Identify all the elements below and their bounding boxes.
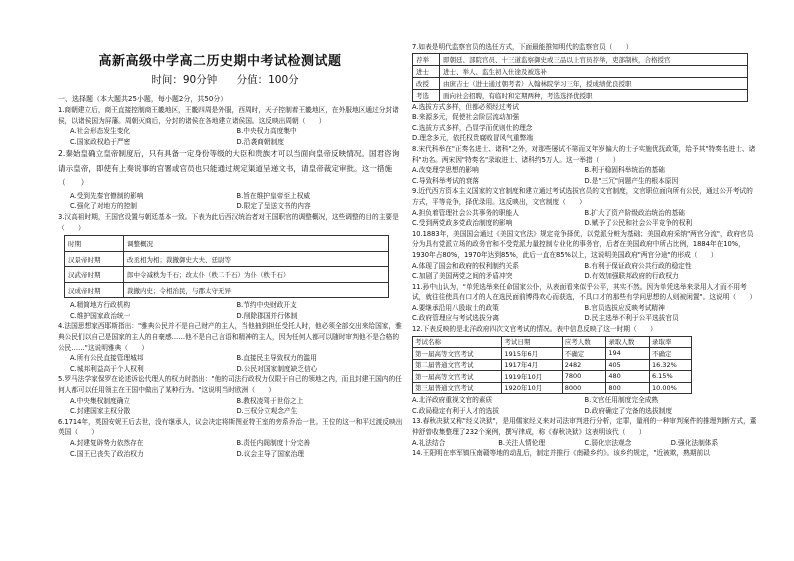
table-cell: 16.32%	[649, 359, 691, 371]
table-row	[413, 89, 748, 101]
table-cell: 1919年10月	[502, 371, 562, 383]
option: D.强化法制体系	[670, 438, 719, 447]
option: C.城邦利益高于个人权利	[70, 364, 144, 373]
option: C.国家政权趋于严密	[70, 137, 131, 146]
table-row	[65, 282, 389, 298]
option: C.政局稳定有利于人才的选拔	[412, 406, 500, 415]
table-cell: 应考人数	[562, 336, 606, 348]
table-cell: 第三届普通文官考试	[413, 382, 502, 394]
table-cell: 时期	[65, 236, 124, 252]
option: C.选拔方式多样，凸显学而优则仕的理念	[412, 123, 533, 132]
question-13: 13.春秋决狱又称"经义决狱"，是用儒家经义来对司法审判进行分析，定罪，量刑的一种审判案件的推理判断方式，董仲舒曾收集整理了232个案例，撰写律成，称《春秋决狱》这表明该代（ ）	[412, 417, 757, 436]
table-cell: 2482	[562, 359, 606, 371]
option: B.文官任用制度完全成熟	[584, 396, 659, 405]
table-cell: 194	[606, 348, 650, 360]
option: B.节约中央财政开支	[236, 301, 297, 310]
table-row	[413, 53, 748, 65]
option: A.选拔方式多样，但都必须经过考试	[412, 102, 519, 111]
option: B.扩大了资产阶级政治统治的基础	[584, 208, 685, 217]
option: D.理念多元，依托权贵腐败冒风气重弊端	[412, 134, 533, 143]
option: D.赋予了公民和社会公平竞争的权利	[584, 219, 693, 228]
table-cell: 10.00%	[649, 382, 691, 394]
table-cell: 改丞相为相；裁撤御史大夫、廷尉等	[124, 251, 389, 267]
option: A.受到先秦官僚制的影响	[70, 191, 144, 200]
table-cell: 汉景帝时期	[65, 251, 124, 267]
exam-meta	[75, 72, 375, 87]
question-10-options	[412, 261, 757, 282]
option: B.利于稳固科举统治的基础	[584, 166, 665, 175]
question-12-options	[412, 395, 757, 416]
table-cell: 第二届普通文官考试	[413, 359, 502, 371]
option: C.封建国家主权分散	[70, 407, 131, 416]
table-row	[65, 267, 389, 283]
table-cell: 7800	[562, 371, 606, 383]
question-5: 5.罗马法学家保罗在论述诉讼代理人的权力时指出："他的司法行政权力仅限于自己的领地之内，而且封建王国内的任何人都可以任用领主在王国中做出了某种行为。"这说明当时欧洲（ ）	[58, 375, 402, 394]
question-10: 10.1883年，美国国会通过《美国文官法》规定竞争择优，以党派分赃为基础；美国政府采纳"两官分流"，政府官员分为具有党派立场的政务官和不受党派力量控制专业化的事务官，后者在美国政府中所占比例，1884年在10%，1930年占80%，1970年达到85%，此后一直在85%以上，这说明美国政府"两官分途"的形成（ ）	[412, 229, 754, 259]
question-3: 3.汉高祖时期，王国官设置与朝廷基本一致。下表为此后西汉统治者对王国职官的调整概况，这些调整的目的主要是（ ）	[58, 213, 399, 232]
option: A.中央集权制度确立	[70, 396, 131, 405]
option: A.社会形态发生变化	[70, 127, 131, 136]
table-cell: 1917年4月	[502, 359, 562, 371]
right-column	[412, 42, 757, 459]
table-cell: 面向社会招聘，有临时和定期两种，考选选择优授职	[440, 89, 748, 101]
table-cell: 800	[606, 382, 650, 394]
option: D.公民对国家制度缺乏信心	[236, 364, 318, 373]
table-cell: 480	[606, 371, 650, 383]
exam-score: 分值：100分	[236, 74, 299, 86]
table-row	[65, 251, 389, 267]
option: D.是"三冗"问题产生的根本原因	[584, 176, 679, 185]
question-8-options	[412, 165, 757, 186]
exam-time: 时间：90分钟	[151, 74, 218, 86]
question-1-options	[58, 126, 403, 147]
option: A.北洋政府重视文官的素质	[412, 396, 493, 405]
option: B.有利于保证政府公共行政的稳定性	[584, 261, 692, 270]
table-cell: 荐举	[413, 53, 440, 65]
option: A.封建复辟势力依然存在	[70, 438, 144, 447]
question-11-options	[412, 303, 757, 324]
table-cell: 进士	[413, 65, 440, 77]
table-cell: 录取率	[649, 336, 691, 348]
table-row	[413, 77, 748, 89]
question-14: 14.王阳明在率军镇压南赣等地的动乱后，制定并推行《南赣乡约》。该乡约规定，"近被欺，熟期前以	[412, 449, 710, 458]
table-row	[413, 336, 692, 348]
option: C.导致科举考试的衰落	[412, 176, 479, 185]
table-cell: 考试日期	[502, 336, 562, 348]
question-9-options	[412, 208, 757, 229]
table-cell: 即朝廷、部院官员、十三道监察御史或三品以上官员荐举，吏部制核，合格授官	[440, 53, 748, 65]
option: D.限定了呈送文书的内容	[236, 202, 311, 211]
option: B.直接民主导致权力的滥用	[236, 354, 317, 363]
table-cell: 考试名称	[413, 336, 502, 348]
option: C.国王已丧失了政治权力	[70, 449, 144, 458]
table-row	[413, 348, 692, 360]
table-cell: 调整概况	[124, 236, 389, 252]
option: B.关注人情伦理	[498, 438, 546, 447]
question-2: 2.秦始皇确立皇帝制度后，只有具备一定身份等级的大臣和贵族才可以当面向皇帝反映情况。国君咨询请示皇帝，即使有上奏说事的官署或官员也只能通过规定渠道呈递文书，请皇帝裁定审批。这一措施（ ）	[58, 149, 400, 188]
option: D.民主选举不利于公平选拔官员	[584, 314, 679, 323]
option: B.来源多元，促使社会阶层流动加强	[412, 113, 520, 122]
table-cell: 汉武帝时期	[65, 267, 124, 283]
table-cell: 裁撤内史；令相治民，与郡太守无异	[124, 282, 389, 298]
table-cell: 录取人数	[606, 336, 650, 348]
option: C.弱化宗法观念	[584, 438, 632, 447]
question-6: 6.1714年，英国安妮王后去世，没有继承人，议会决定将斯图亚特王室的旁系乔治一世。王位的这一和平过渡反映出英国（ ）	[58, 417, 403, 437]
table-cell: 汉成帝时期	[65, 282, 124, 298]
question-4: 4.法国思想家西耶斯指出："雅典公民并不是自己财产的主人，当他抽到担任受托人时，他必须全部交出来给国家，雅典公民们以自己是国家的主人的自豪感……他不是自己言语和精神的主人，因为任何人都可以随时审判他不是合格的公民……"这说明雅典（ ）	[58, 322, 402, 352]
table-cell: 不确定	[649, 348, 691, 360]
question-7-table	[412, 53, 748, 102]
option: A.所有公民直接管理城邦	[70, 354, 144, 363]
question-6-options	[58, 438, 403, 459]
option: D.政府确定了完备的选拔制度	[584, 406, 673, 415]
table-cell: 405	[606, 359, 650, 371]
section-heading: 一、选择题（本大题共25小题，每小题2分，共50分）	[58, 95, 228, 103]
option: B.教权凌驾于世俗之上	[236, 396, 304, 405]
option: A.礼法结合	[412, 438, 446, 447]
table-cell: 1915年6月	[502, 348, 562, 360]
option: D.议会主导了国家治理	[236, 449, 304, 458]
question-3-table	[64, 235, 389, 298]
table-cell: 第一届高等文官考试	[413, 371, 502, 383]
table-cell: 考选	[413, 89, 440, 101]
question-1: 1.商朝建立后，商王直接控制商王畿地区，王畿四周是外服，西周时，天子控制着王畿地区，在外服地区通过分封诸侯，以诸侯国为屏藩。周朝灭商后，分封的诸侯在各地建立诸侯国。这反映出周朝（ ）	[58, 106, 399, 125]
option: B.责任内阁制度十分完善	[236, 438, 311, 447]
option: A.改变理学思想的影响	[412, 166, 479, 175]
question-4-options	[58, 353, 403, 374]
option: A.担负着管理社会公共事务的职能人	[412, 208, 519, 217]
option: D.三权分立观念产生	[236, 407, 298, 416]
question-11: 11.孙中山认为，"单凭选举来任命国家公仆，从表面看来似乎公平，其实不然。因为单凭选举来录用人才而不用考试，就往往使具有口才的人在选民面前博得欢心而获选，不具口才的那些有学问思想的人则被闲置"。这说明（ ）	[412, 282, 757, 302]
question-12: 12.下表反映的是北洋政府四次文官考试的情况。表中信息反映了这一时期（ ）	[412, 325, 657, 334]
page-title: 高新高级中学高二历史期中考试检测试题	[98, 54, 342, 69]
option: D.沿袭商朝制度	[236, 137, 284, 146]
question-9: 9.近代西方资本主义国家的文官制度和建立通过考试选拔官员的文官制度，文官职位面向所有公民，通过公开考试的方式，平等竞争，择优录用。这反映出，文官制度（ ）	[412, 187, 753, 206]
question-12-table	[412, 336, 692, 395]
table-row	[413, 371, 692, 383]
table-row	[413, 359, 692, 371]
option: D.削除郡国并行体制	[236, 311, 298, 320]
table-cell: 1920年10月	[502, 382, 562, 394]
option: C.维护国家政治统一	[70, 311, 131, 320]
table-cell: 第一届高等文官考试	[413, 348, 502, 360]
table-row	[65, 236, 389, 252]
option: C.受到两党政多党政治制度的影响	[412, 219, 513, 228]
table-cell: 不确定	[562, 348, 606, 360]
option: B.中央权力高度集中	[236, 127, 297, 136]
question-13-options	[412, 438, 757, 449]
option: B.官员选拔应反映考试精神	[584, 303, 665, 312]
left-column	[58, 94, 403, 459]
option: C.强化了对地方的控制	[70, 202, 137, 211]
table-cell: 改授	[413, 77, 440, 89]
option: C.加剧了美国两党之间的矛盾冲突	[412, 272, 513, 281]
option: A.精简地方行政机构	[70, 301, 131, 310]
option: B.旨在维护皇帝至上权威	[236, 191, 311, 200]
table-cell: 8000	[562, 382, 606, 394]
table-row	[413, 65, 748, 77]
option: A.要继承沿用八股取士的政策	[412, 303, 499, 312]
question-5-options	[58, 396, 403, 417]
table-row	[413, 382, 692, 394]
question-8: 8.宋代科举在"正奏名进士、诸科"之外，对那些屡试不第而又年岁偏大的士子实施优抚政策，给予其"特奏名进士、诸科"功名。两宋因"特奏名"录取进士、诸科约5万人。这一举措（ ）	[412, 144, 756, 164]
question-7-options	[412, 102, 757, 144]
table-cell: 进士、举人、监生初入仕途及被选补	[440, 65, 748, 77]
question-3-options	[58, 300, 403, 321]
question-7: 7.如表是明代监察官员的选任方式，下面最能推知明代的监察官员（ ）	[412, 43, 633, 51]
option: D.有效加强联邦政府的行政权力	[584, 272, 679, 281]
option: C.政府管理应与考试选拔分离	[412, 314, 500, 323]
table-cell: 郎中令减秩为千石；改太仆（秩二千石）为仆（秩千石）	[124, 267, 389, 283]
table-cell: 由庶吉士（进士通过朝考者）入翰林院学习三年，授成绩优良授职	[440, 77, 748, 89]
option: A.体现了国会和政府的权利制约关系	[412, 261, 519, 270]
table-cell: 6.15%	[649, 371, 691, 383]
question-2-options	[58, 191, 403, 212]
